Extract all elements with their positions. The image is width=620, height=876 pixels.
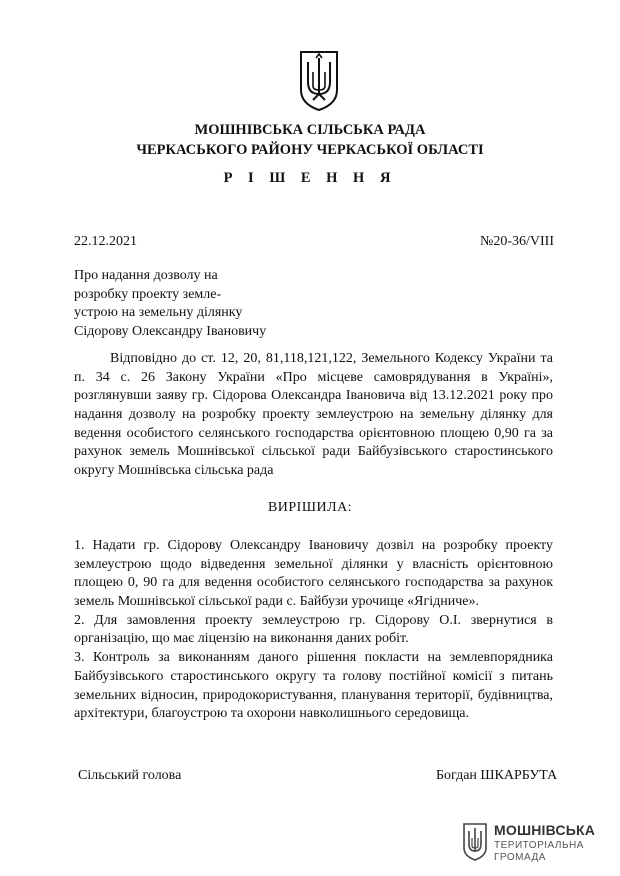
decision-subject	[74, 267, 266, 341]
item-line: 3. Контроль за виконанням даного рішення покласти на землевпорядника	[74, 650, 553, 666]
logo-title: МОШНІВСЬКА	[494, 822, 596, 838]
item-line: організацію, що має ліцензію на виконання даних робіт.	[74, 631, 409, 647]
item-line: земель Мошнівської сільської ради с. Байбузи урочище «Ягідниче».	[74, 594, 480, 610]
preamble-line: ведення особистого селянського господарства орієнтовною площею 0,90 га за	[74, 425, 553, 441]
community-logo	[462, 820, 602, 866]
item-line: площею 0, 90 га для ведення особистого селянського господарства за рахунок	[74, 575, 553, 591]
preamble-line: округу Мошнівська сільська рада	[74, 463, 274, 479]
subject-line: Про надання дозволу на	[74, 268, 218, 283]
preamble-line: рахунок земель Мошнівської сільської ради Байбузівського старостинського	[74, 444, 553, 460]
subject-line: Сідорову Олександру Івановичу	[74, 323, 267, 339]
council-name: МОШНІВСЬКА СІЛЬСЬКА РАДА	[194, 122, 426, 138]
item-line: земельних відносин, природокористування, планування території, будівництва,	[74, 687, 553, 703]
signatory-name: Богдан ШКАРБУТА	[436, 768, 558, 783]
preamble-line: надання дозволу на розробку проекту землеустрою на земельну ділянку для	[74, 407, 553, 423]
item-line: Байбузівського старостинського округу та голову постійної комісії з питань	[74, 668, 553, 684]
council-region: ЧЕРКАСЬКОГО РАЙОНУ ЧЕРКАСЬКОЇ ОБЛАСТІ	[136, 142, 484, 158]
decision-number: №20-36/VIII	[479, 234, 554, 249]
logo-subtitle: ГРОМАДА	[494, 852, 546, 863]
subject-line: розробку проекту земле-	[74, 286, 222, 302]
item-line: 1. Надати гр. Сідорову Олександру Івановичу дозвіл на розробку проекту	[74, 538, 553, 553]
preamble-line: п. 34 с. 26 Закону України «Про місцеве самоврядування в Україні»,	[74, 369, 553, 385]
item-line: архітектури, благоустрою та охорони навколишнього середовища.	[74, 706, 469, 722]
coat-of-arms-icon	[299, 50, 339, 112]
signatory-role: Сільський голова	[78, 768, 182, 783]
logo-subtitle: ТЕРИТОРІАЛЬНА	[494, 840, 584, 851]
item-line: 2. Для замовлення проекту землеустрою гр. Сідорову О.І. звернутися в	[74, 612, 553, 628]
preamble-line: розглянувши заяву гр. Сідорова Олександра Івановича від 13.12.2021 року про	[74, 388, 553, 404]
preamble-line: Відповідно до ст. 12, 20, 81,118,121,122, Земельного Кодексу України та	[110, 351, 553, 366]
resolved-heading: ВИРІШИЛА:	[267, 500, 353, 515]
subject-line: устрою на земельну ділянку	[74, 305, 243, 320]
preamble-paragraph	[74, 350, 553, 481]
resolution-items	[74, 537, 553, 724]
document-title: Р І Ш Е Н Н Я	[223, 170, 397, 186]
decision-date: 22.12.2021	[74, 234, 137, 249]
item-line: землеустрою щодо відведення земельної ділянки у власність орієнтовною	[74, 556, 553, 572]
trident-icon	[462, 822, 488, 862]
